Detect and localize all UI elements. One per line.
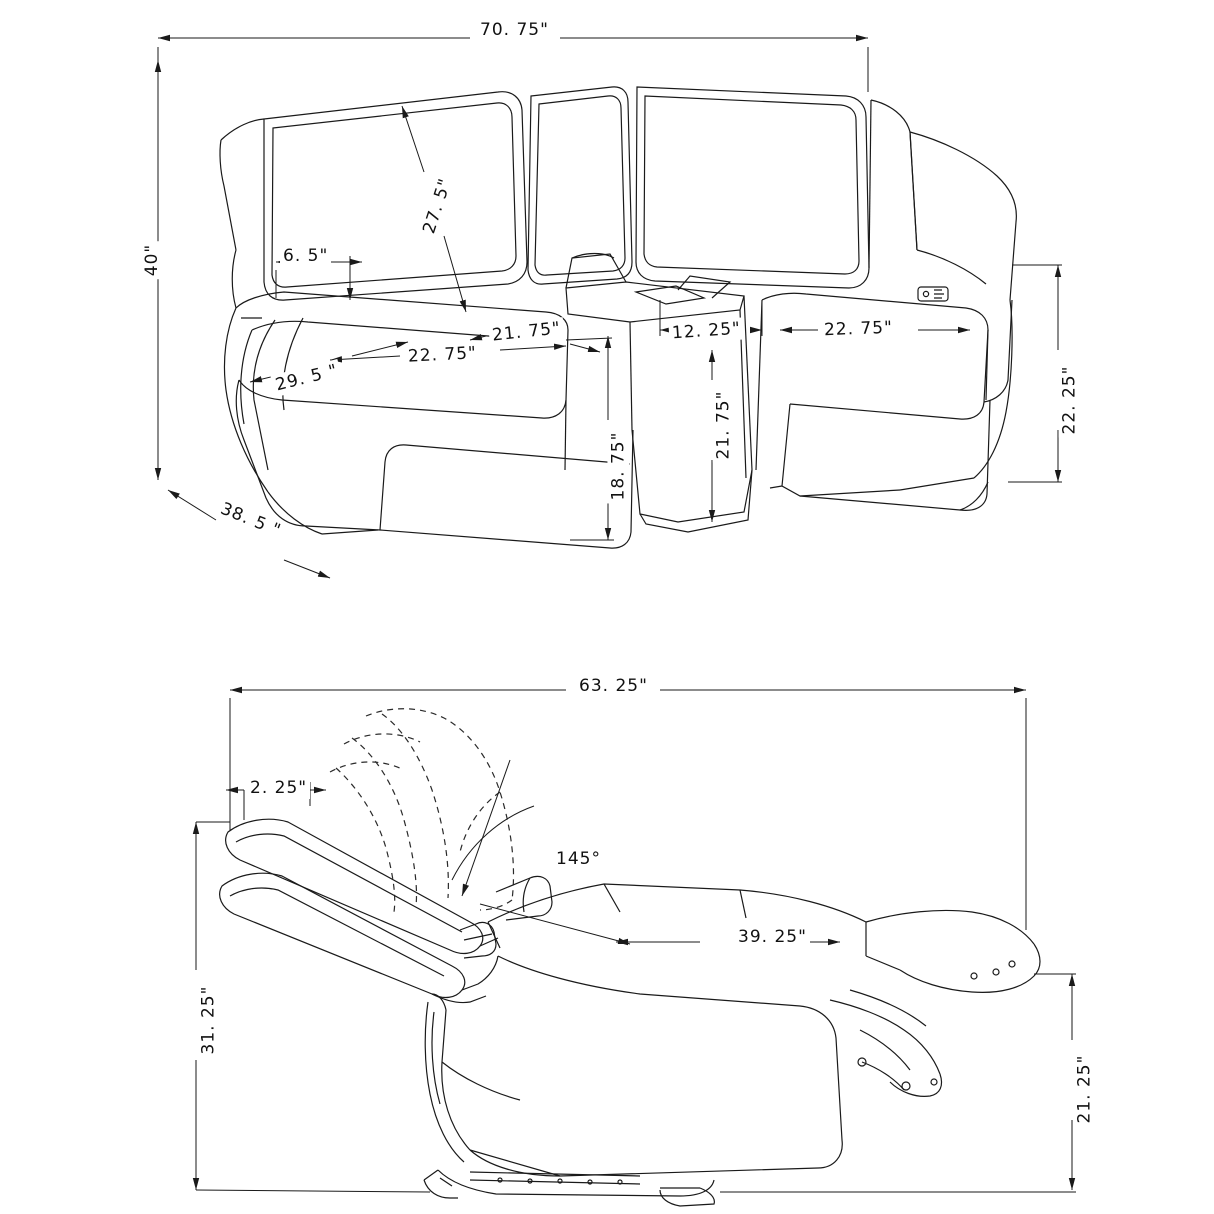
dimension-overall-width: 70. 75" — [477, 20, 552, 40]
dimension-seat-diagonal: 21. 75" — [488, 318, 565, 346]
dimension-seat-depth-left: 29. 5 " — [271, 360, 343, 396]
dimension-back-clearance: 2. 25" — [247, 778, 310, 798]
dimension-reclined-height: 31. 25" — [198, 983, 218, 1058]
dimension-overall-height: 40" — [142, 241, 162, 279]
dimension-recline-angle: 145° — [553, 849, 604, 869]
dimension-console-height: 21. 75" — [713, 388, 733, 463]
dimension-seat-back-height: 27. 5" — [418, 173, 457, 239]
dimension-seat-to-footrest: 39. 25" — [735, 927, 810, 947]
dimension-reclined-length: 63. 25" — [576, 676, 651, 696]
dimension-footrest-height: 21. 25" — [1074, 1052, 1094, 1127]
dimension-seat-height-right: 22. 25" — [1059, 363, 1079, 438]
dimension-overall-depth: 38. 5 " — [215, 498, 287, 543]
side-view-dimension-lines — [196, 690, 1076, 1192]
dimension-arm-width: 6. 5" — [280, 246, 331, 266]
side-view-recliner — [220, 709, 1040, 1206]
dimension-seat-width-left: 22. 75" — [405, 343, 481, 367]
dimension-seat-width-right: 22. 75" — [821, 318, 897, 341]
dimension-console-width: 12. 25" — [668, 318, 744, 343]
dimension-seat-height-left: 18. 75" — [608, 429, 628, 504]
